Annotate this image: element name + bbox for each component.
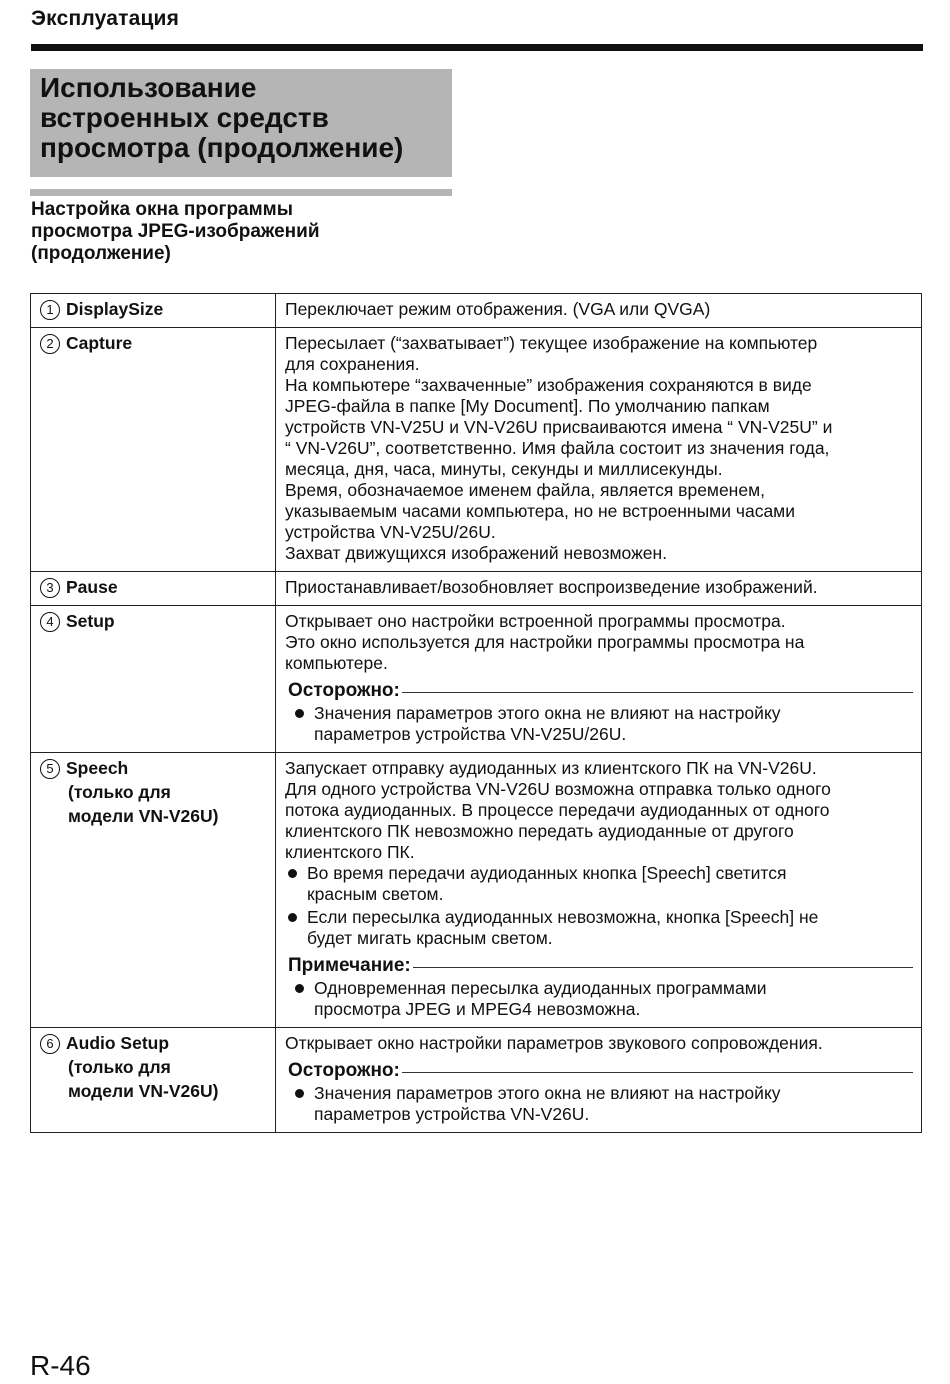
table-row [31,572,922,606]
title-box [30,69,452,177]
item-name-qualifier: (только для [68,782,171,802]
table-row [31,1028,922,1133]
description-line: для сохранения. [285,354,420,374]
description-line: Открывает окно настройки параметров звукового сопровождения. [285,1033,823,1053]
description-line: Это окно используется для настройки программы просмотра на [285,632,805,652]
description-line: Открывает оно настройки встроенной программы просмотра. [285,611,786,631]
bullet-line: красным светом. [307,884,444,904]
table-row [31,753,922,1028]
description-line: Время, обозначаемое именем файла, является временем, [285,480,765,500]
description-line: Запускает отправку аудиоданных из клиентского ПК на VN-V26U. [285,758,817,778]
bullet-line: Значения параметров этого окна не влияют на настройку [314,1083,781,1103]
description-line: месяца, дня, часа, минуты, секунды и миллисекунды. [285,459,723,479]
item-description-cell [276,606,922,753]
caution-bullet [292,703,913,745]
item-name: Pause [66,577,118,597]
subtitle-line: (продолжение) [31,243,171,264]
item-name: Audio Setup [66,1033,170,1053]
description-line: потока аудиоданных. В процессе передачи аудиоданных от одного [285,800,830,820]
note-rule [413,967,913,968]
bullet-line: Одновременная пересылка аудиоданных программами [314,978,767,998]
caution-heading [288,1059,913,1083]
description-line: На компьютере “захваченные” изображения сохраняются в виде [285,375,812,395]
description-line: Переключает режим отображения. (VGA или QVGA) [285,299,711,319]
title-rule [30,189,452,196]
bullet-line: Значения параметров этого окна не влияют на настройку [314,703,781,723]
description-line: компьютере. [285,653,388,673]
item-description-cell [276,294,922,328]
item-name-cell [31,606,276,753]
bullet-line: Во время передачи аудиоданных кнопка [Speech] светится [307,863,787,883]
item-name-qualifier: (только для [68,1057,171,1077]
bullet-line: просмотра JPEG и MPEG4 невозможна. [314,999,641,1019]
item-description-cell [276,328,922,572]
bullet-line: Если пересылка аудиоданных невозможна, кнопка [Speech] не [307,907,819,927]
description-line: Пересылает (“захватывает”) текущее изображение на компьютер [285,333,818,353]
caution-rule [402,1072,913,1073]
item-name-qualifier: модели VN-V26U) [68,1081,219,1101]
description-line: устройства VN-V25U/26U. [285,522,496,542]
title-line: просмотра (продолжение) [40,132,404,163]
item-name: DisplaySize [66,299,164,319]
item-description-cell [276,572,922,606]
bullet-line: будет мигать красным светом. [307,928,553,948]
number-badge: 1 [40,300,60,320]
number-badge: 3 [40,578,60,598]
page-number: R-46 [30,1350,91,1381]
description-line: Для одного устройства VN-V26U возможна отправка только одного [285,779,831,799]
number-badge: 4 [40,612,60,632]
item-name-cell [31,294,276,328]
caution-bullet [292,1083,913,1125]
description-line: указываемым часами компьютера, но не встроенными часами [285,501,795,521]
item-name-cell [31,572,276,606]
function-table [30,293,922,1133]
title-line: Использование [40,72,257,103]
item-description-cell [276,753,922,1028]
title-line: встроенных средств [40,102,329,133]
number-badge: 6 [40,1034,60,1054]
item-name: Setup [66,611,115,631]
subtitle-line: просмотра JPEG-изображений [31,221,320,242]
item-name-qualifier: модели VN-V26U) [68,806,219,826]
description-line: JPEG-файла в папке [My Document]. По умолчанию папкам [285,396,770,416]
number-badge: 5 [40,759,60,779]
caution-label: Осторожно: [288,1060,400,1081]
bullet-line: параметров устройства VN-V25U/26U. [314,724,627,744]
caution-heading [288,679,913,703]
table-row [31,606,922,753]
description-line: устройств VN-V25U и VN-V26U присваиваются имена “ VN-V25U” и [285,417,833,437]
bullet-line: параметров устройства VN-V26U. [314,1104,590,1124]
description-line: Приостанавливает/возобновляет воспроизведение изображений. [285,577,818,597]
description-line: клиентского ПК невозможно передать аудиоданные от другого [285,821,794,841]
note-heading [288,954,913,978]
item-name: Speech [66,758,129,778]
subtitle [31,199,451,265]
item-name: Capture [66,333,133,353]
subtitle-line: Настройка окна программы [31,199,293,220]
item-description-cell [276,1028,922,1133]
item-name-cell [31,1028,276,1133]
number-badge: 2 [40,334,60,354]
header-rule [31,44,923,51]
item-name-cell [31,328,276,572]
table-row [31,328,922,572]
note-bullet [292,978,913,1020]
description-line: “ VN-V26U”, соответственно. Имя файла состоит из значения года, [285,438,830,458]
caution-label: Осторожно: [288,680,400,701]
bullet-item [285,907,913,949]
table-row [31,294,922,328]
section-label: Эксплуатация [31,7,180,30]
item-name-cell [31,753,276,1028]
caution-rule [402,692,913,693]
description-line: клиентского ПК. [285,842,415,862]
note-label: Примечание: [288,955,411,976]
bullet-item [285,863,913,905]
description-line: Захват движущихся изображений невозможен. [285,543,668,563]
